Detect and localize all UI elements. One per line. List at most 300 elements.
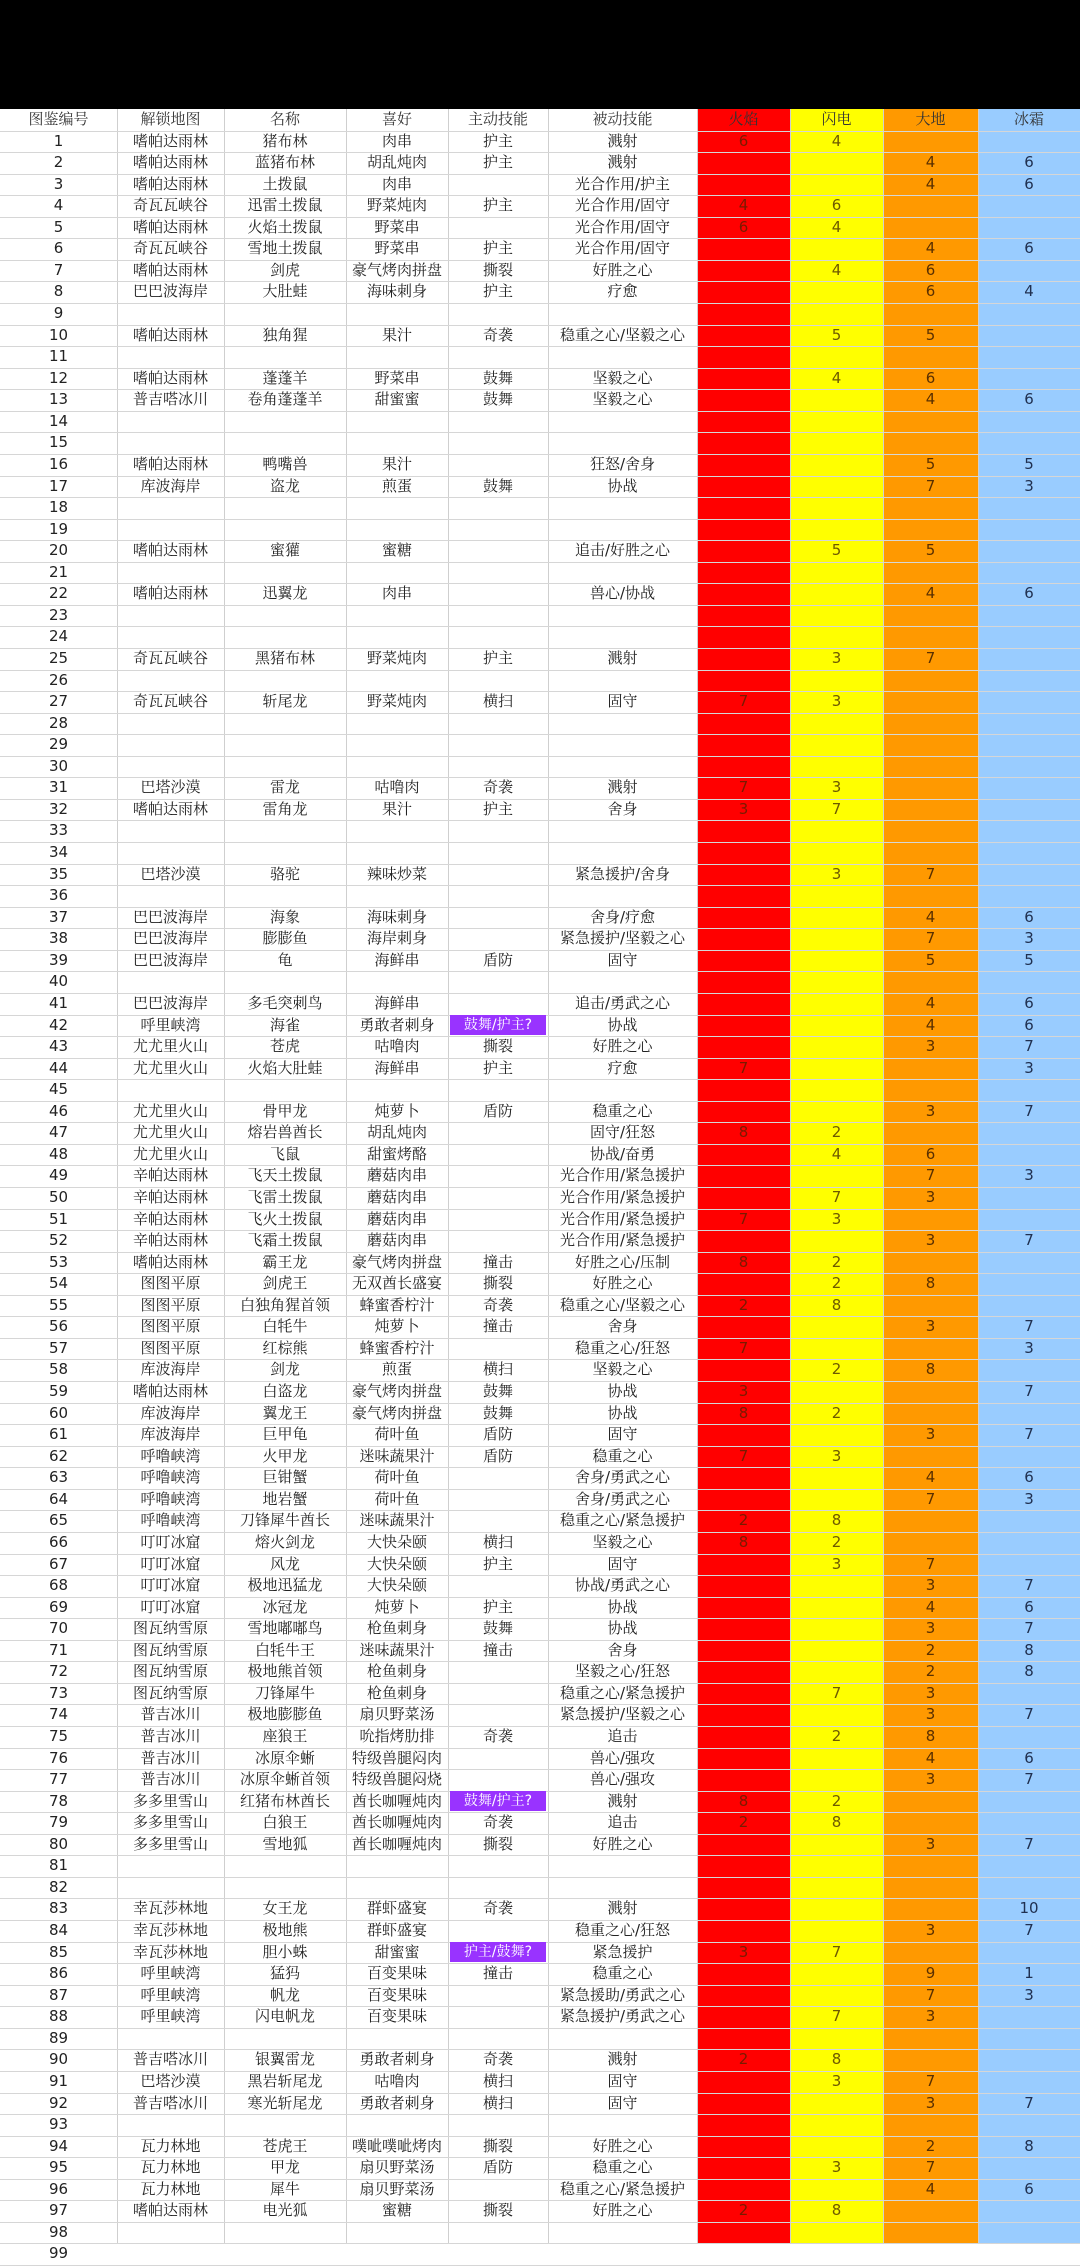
col-active-skill-cell[interactable] xyxy=(448,1338,548,1360)
col-earth-cell[interactable] xyxy=(883,2049,978,2071)
col-frost-cell[interactable] xyxy=(978,2243,1080,2265)
col-fire-cell[interactable] xyxy=(697,1359,790,1381)
col-name-cell[interactable]: 白牦牛 xyxy=(262,1317,308,1336)
col-active-skill-cell[interactable]: 护主 xyxy=(482,282,513,301)
col-earth-cell[interactable] xyxy=(883,303,978,325)
col-food-cell[interactable] xyxy=(346,734,448,756)
col-map-cell[interactable]: 嗜帕达雨林 xyxy=(132,541,208,560)
col-id-cell[interactable]: 57 xyxy=(48,1338,69,1357)
col-lightning-cell[interactable] xyxy=(790,303,883,325)
col-frost-cell[interactable] xyxy=(978,971,1080,993)
col-frost-cell[interactable] xyxy=(978,2071,1080,2093)
col-earth-cell[interactable] xyxy=(883,1791,978,1813)
col-food-cell[interactable]: 吮指烤肋排 xyxy=(359,1727,435,1745)
col-fire-cell[interactable]: 7 xyxy=(738,1338,749,1357)
col-lightning-cell[interactable] xyxy=(790,2028,883,2050)
col-id-cell[interactable]: 89 xyxy=(48,2028,69,2047)
col-name-cell[interactable]: 剑虎 xyxy=(269,260,300,279)
col-earth-cell[interactable] xyxy=(883,519,978,541)
col-fire-cell[interactable] xyxy=(697,605,790,627)
col-id-cell[interactable]: 26 xyxy=(48,670,69,689)
col-lightning-cell[interactable]: 4 xyxy=(831,1144,842,1163)
col-id-cell[interactable]: 31 xyxy=(48,778,69,797)
col-map-cell[interactable] xyxy=(117,2028,224,2050)
col-passive-skill-cell[interactable]: 协战 xyxy=(607,1403,638,1422)
col-fire-cell[interactable] xyxy=(697,303,790,325)
col-food-cell[interactable]: 肉串 xyxy=(381,174,412,193)
col-lightning-cell[interactable]: 3 xyxy=(831,1446,842,1465)
col-active-skill-cell[interactable] xyxy=(448,842,548,864)
col-map-cell[interactable] xyxy=(117,562,224,584)
col-name-cell[interactable]: 刀锋犀牛酋长 xyxy=(239,1511,330,1530)
col-active-skill-cell[interactable] xyxy=(448,217,548,239)
col-lightning-cell[interactable] xyxy=(790,1877,883,1899)
col-food-cell[interactable]: 胡乱炖肉 xyxy=(366,153,427,172)
col-map-cell[interactable] xyxy=(117,756,224,778)
col-food-cell[interactable] xyxy=(346,411,448,433)
col-active-skill-cell[interactable]: 鼓舞 xyxy=(482,390,513,409)
col-map-header[interactable]: 解锁地图 xyxy=(140,110,201,128)
col-passive-skill-cell[interactable] xyxy=(548,756,697,778)
col-lightning-cell[interactable] xyxy=(790,2222,883,2244)
col-active-skill-cell[interactable]: 横扫 xyxy=(482,692,513,711)
col-food-cell[interactable]: 百变果味 xyxy=(366,1985,427,2004)
col-food-cell[interactable]: 野菜串 xyxy=(374,217,420,236)
col-map-cell[interactable]: 多多里雪山 xyxy=(132,1834,208,1853)
col-food-cell[interactable]: 特级兽腿闷肉 xyxy=(351,1748,442,1767)
col-fire-cell[interactable]: 3 xyxy=(738,1382,749,1401)
col-lightning-cell[interactable]: 2 xyxy=(831,1532,842,1551)
col-earth-cell[interactable] xyxy=(883,195,978,217)
col-earth-cell[interactable] xyxy=(883,497,978,519)
col-map-cell[interactable]: 辛帕达雨林 xyxy=(132,1188,208,1206)
col-active-skill-cell[interactable]: 盾防 xyxy=(482,950,513,969)
col-active-skill-header[interactable]: 主动技能 xyxy=(467,110,528,128)
col-food-cell[interactable]: 扇贝野菜汤 xyxy=(359,2179,435,2198)
col-fire-cell[interactable] xyxy=(697,713,790,735)
col-earth-cell[interactable] xyxy=(883,756,978,778)
col-frost-cell[interactable] xyxy=(978,217,1080,239)
col-active-skill-cell[interactable]: 撞击 xyxy=(482,1964,513,1983)
col-id-cell[interactable]: 18 xyxy=(48,498,69,517)
col-passive-skill-cell[interactable]: 稳重之心 xyxy=(592,1964,653,1983)
col-lightning-cell[interactable] xyxy=(790,389,883,411)
col-id-cell[interactable]: 97 xyxy=(48,2201,69,2220)
col-name-cell[interactable] xyxy=(224,303,346,325)
col-id-cell[interactable]: 68 xyxy=(48,1576,69,1595)
col-map-cell[interactable] xyxy=(117,670,224,692)
col-earth-cell[interactable] xyxy=(883,562,978,584)
col-earth-cell[interactable]: 6 xyxy=(925,368,936,387)
col-name-cell[interactable]: 闪电帆龙 xyxy=(254,2007,315,2026)
col-map-cell[interactable] xyxy=(117,734,224,756)
col-passive-skill-cell[interactable]: 固守 xyxy=(607,1554,638,1573)
col-map-cell[interactable]: 库波海岸 xyxy=(140,1403,201,1422)
col-lightning-cell[interactable]: 2 xyxy=(831,1274,842,1293)
col-earth-cell[interactable]: 7 xyxy=(925,1985,936,2004)
col-passive-skill-cell[interactable]: 固守 xyxy=(607,2093,638,2112)
col-frost-cell[interactable]: 7 xyxy=(1024,1921,1034,1940)
col-frost-cell[interactable] xyxy=(978,1532,1080,1554)
col-food-cell[interactable]: 豪气烤肉拼盘 xyxy=(351,1382,442,1401)
col-id-cell[interactable]: 75 xyxy=(48,1727,69,1745)
col-name-cell[interactable]: 雷角龙 xyxy=(262,799,308,818)
col-earth-cell[interactable]: 5 xyxy=(925,325,936,344)
col-name-cell[interactable]: 多毛突刺鸟 xyxy=(247,993,323,1012)
col-lightning-cell[interactable] xyxy=(790,885,883,907)
col-map-cell[interactable]: 嗜帕达雨林 xyxy=(132,217,208,236)
col-id-cell[interactable]: 55 xyxy=(48,1295,69,1314)
col-active-skill-cell[interactable] xyxy=(448,864,548,886)
col-frost-cell[interactable] xyxy=(978,605,1080,627)
col-passive-skill-cell[interactable]: 溅射 xyxy=(607,1899,638,1918)
col-earth-cell[interactable]: 3 xyxy=(925,1683,936,1702)
col-map-cell[interactable] xyxy=(117,971,224,993)
col-id-cell[interactable]: 20 xyxy=(48,541,69,560)
col-name-cell[interactable]: 白牦牛王 xyxy=(254,1640,315,1659)
col-fire-cell[interactable] xyxy=(697,2136,790,2158)
col-frost-cell[interactable] xyxy=(978,540,1080,562)
col-passive-skill-cell[interactable]: 坚毅之心 xyxy=(592,1360,653,1379)
col-active-skill-cell[interactable] xyxy=(448,2028,548,2050)
col-earth-cell[interactable] xyxy=(883,1877,978,1899)
col-lightning-cell[interactable] xyxy=(790,2093,883,2115)
col-earth-cell[interactable]: 5 xyxy=(925,950,936,969)
col-fire-cell[interactable] xyxy=(697,1704,790,1726)
col-fire-cell[interactable] xyxy=(697,734,790,756)
col-name-cell[interactable]: 苍虎 xyxy=(269,1037,300,1056)
col-food-cell[interactable]: 海岸刺身 xyxy=(366,929,427,948)
col-map-cell[interactable]: 幸瓦莎林地 xyxy=(132,1942,208,1961)
col-id-cell[interactable]: 52 xyxy=(48,1231,69,1250)
col-fire-cell[interactable] xyxy=(697,1316,790,1338)
col-food-cell[interactable] xyxy=(346,2028,448,2050)
col-passive-skill-cell[interactable]: 稳重之心/狂怒 xyxy=(574,1338,671,1357)
col-frost-cell[interactable] xyxy=(978,325,1080,347)
col-active-skill-cell[interactable]: 鼓舞 xyxy=(482,476,513,495)
col-passive-skill-cell[interactable]: 稳重之心 xyxy=(592,1101,653,1120)
col-passive-skill-cell[interactable]: 固守 xyxy=(607,1425,638,1444)
col-id-cell[interactable]: 34 xyxy=(48,843,69,862)
col-map-cell[interactable]: 呼里峡湾 xyxy=(140,2007,201,2026)
col-id-cell[interactable]: 47 xyxy=(48,1123,69,1142)
col-name-cell[interactable]: 翼龙王 xyxy=(262,1403,308,1422)
col-name-cell[interactable]: 胆小蛛 xyxy=(262,1942,308,1961)
col-name-cell[interactable]: 飞天土拨鼠 xyxy=(247,1166,323,1185)
col-frost-cell[interactable]: 3 xyxy=(1024,1058,1034,1077)
col-lightning-cell[interactable] xyxy=(790,1704,883,1726)
col-earth-cell[interactable] xyxy=(883,1252,978,1274)
col-fire-cell[interactable] xyxy=(697,583,790,605)
col-food-cell[interactable]: 海鲜串 xyxy=(374,1058,420,1077)
col-frost-cell[interactable]: 6 xyxy=(1024,2179,1034,2198)
col-active-skill-cell[interactable] xyxy=(448,605,548,627)
col-food-cell[interactable] xyxy=(346,432,448,454)
col-food-cell[interactable] xyxy=(346,626,448,648)
col-map-cell[interactable]: 普吉冰川 xyxy=(140,1770,201,1789)
col-id-cell[interactable]: 67 xyxy=(48,1554,69,1573)
col-passive-skill-cell[interactable] xyxy=(548,1079,697,1101)
col-passive-skill-cell[interactable] xyxy=(548,670,697,692)
col-map-cell[interactable] xyxy=(117,2243,224,2265)
col-name-cell[interactable] xyxy=(224,2114,346,2136)
col-frost-cell[interactable] xyxy=(978,864,1080,886)
col-frost-cell[interactable] xyxy=(978,1295,1080,1317)
col-earth-cell[interactable]: 8 xyxy=(925,1727,936,1745)
col-lightning-cell[interactable] xyxy=(790,497,883,519)
col-passive-skill-cell[interactable]: 兽心/协战 xyxy=(589,584,656,603)
col-food-cell[interactable]: 蘑菇肉串 xyxy=(366,1231,427,1250)
col-food-cell[interactable]: 荷叶鱼 xyxy=(374,1468,420,1487)
col-earth-cell[interactable]: 7 xyxy=(925,2071,936,2090)
col-earth-cell[interactable]: 4 xyxy=(925,584,936,603)
col-id-cell[interactable]: 91 xyxy=(48,2071,69,2090)
col-active-skill-cell[interactable] xyxy=(448,1920,548,1942)
col-fire-cell[interactable]: 7 xyxy=(738,692,749,711)
col-active-skill-cell[interactable]: 横扫 xyxy=(482,2093,513,2112)
col-map-cell[interactable]: 呼噜峡湾 xyxy=(140,1446,201,1465)
col-id-cell[interactable]: 41 xyxy=(48,993,69,1012)
col-fire-cell[interactable] xyxy=(697,1618,790,1640)
col-food-cell[interactable]: 群虾盛宴 xyxy=(366,1921,427,1940)
col-passive-skill-cell[interactable]: 兽心/强攻 xyxy=(589,1770,656,1789)
col-map-cell[interactable] xyxy=(117,605,224,627)
col-passive-skill-cell[interactable]: 光合作用/护主 xyxy=(574,174,671,193)
col-active-skill-cell[interactable]: 护主 xyxy=(482,131,513,150)
col-active-skill-cell[interactable]: 护主 xyxy=(482,1058,513,1077)
col-name-cell[interactable]: 白狼王 xyxy=(262,1813,308,1832)
col-name-cell[interactable]: 飞鼠 xyxy=(269,1144,300,1163)
col-passive-skill-cell[interactable] xyxy=(548,2243,697,2265)
col-name-cell[interactable]: 雷龙 xyxy=(269,778,300,797)
col-name-cell[interactable]: 雪地狐 xyxy=(262,1834,308,1853)
col-frost-cell[interactable] xyxy=(978,1942,1080,1964)
col-earth-cell[interactable]: 7 xyxy=(925,1166,936,1185)
col-active-skill-cell[interactable] xyxy=(448,1683,548,1705)
col-name-cell[interactable]: 蓝猪布林 xyxy=(254,153,315,172)
col-food-cell[interactable]: 勇敢者刺身 xyxy=(359,2050,435,2069)
col-active-skill-cell[interactable] xyxy=(448,1230,548,1252)
col-earth-cell[interactable] xyxy=(883,670,978,692)
col-frost-cell[interactable]: 6 xyxy=(1024,390,1034,409)
col-name-cell[interactable]: 巨甲龟 xyxy=(262,1425,308,1444)
col-fire-cell[interactable]: 8 xyxy=(738,1252,749,1271)
col-fire-cell[interactable] xyxy=(697,432,790,454)
col-food-cell[interactable]: 果汁 xyxy=(381,454,412,473)
col-frost-cell[interactable] xyxy=(978,1877,1080,1899)
col-food-cell[interactable]: 无双酋长盛宴 xyxy=(351,1274,442,1293)
col-lightning-cell[interactable] xyxy=(790,993,883,1015)
col-active-skill-cell[interactable]: 撕裂 xyxy=(482,260,513,279)
col-food-cell[interactable]: 迷味蔬果汁 xyxy=(359,1511,435,1530)
col-fire-cell[interactable] xyxy=(697,1748,790,1770)
col-food-cell[interactable] xyxy=(346,2114,448,2136)
col-id-cell[interactable]: 16 xyxy=(48,454,69,473)
col-fire-cell[interactable] xyxy=(697,1467,790,1489)
col-active-skill-cell[interactable] xyxy=(448,2114,548,2136)
col-fire-cell[interactable] xyxy=(697,238,790,260)
col-map-cell[interactable]: 尤尤里火山 xyxy=(132,1123,208,1142)
col-passive-skill-cell[interactable] xyxy=(548,497,697,519)
col-passive-skill-cell[interactable]: 坚毅之心/狂怒 xyxy=(574,1662,671,1681)
col-earth-cell[interactable]: 7 xyxy=(925,649,936,667)
col-passive-skill-cell[interactable] xyxy=(548,971,697,993)
col-passive-skill-cell[interactable] xyxy=(548,519,697,541)
col-lightning-cell[interactable] xyxy=(790,1855,883,1877)
col-id-cell[interactable]: 82 xyxy=(48,1877,69,1896)
col-active-skill-cell[interactable]: 护主 xyxy=(482,1554,513,1573)
col-id-cell[interactable]: 64 xyxy=(48,1489,69,1508)
col-name-cell[interactable]: 飞火土拨鼠 xyxy=(247,1209,323,1228)
col-frost-cell[interactable] xyxy=(978,1403,1080,1425)
col-name-cell[interactable]: 土拨鼠 xyxy=(262,174,308,193)
col-passive-skill-cell[interactable]: 稳重之心/狂怒 xyxy=(574,1921,671,1940)
col-food-cell[interactable]: 百变果味 xyxy=(366,2007,427,2026)
col-passive-skill-cell[interactable]: 协战 xyxy=(607,476,638,495)
col-id-cell[interactable]: 44 xyxy=(48,1058,69,1077)
col-name-header[interactable]: 名称 xyxy=(269,110,300,128)
col-earth-cell[interactable] xyxy=(883,1812,978,1834)
col-passive-skill-cell[interactable]: 舍身/勇武之心 xyxy=(574,1468,671,1487)
col-lightning-cell[interactable]: 4 xyxy=(831,368,842,387)
col-passive-skill-cell[interactable] xyxy=(548,885,697,907)
col-lightning-cell[interactable] xyxy=(790,1316,883,1338)
col-frost-cell[interactable] xyxy=(978,1079,1080,1101)
col-lightning-cell[interactable] xyxy=(790,713,883,735)
col-fire-cell[interactable] xyxy=(697,1855,790,1877)
col-name-cell[interactable] xyxy=(224,734,346,756)
col-lightning-cell[interactable] xyxy=(790,928,883,950)
col-passive-skill-cell[interactable]: 舍身/疗愈 xyxy=(589,907,656,926)
col-map-cell[interactable]: 瓦力林地 xyxy=(140,2158,201,2177)
col-active-skill-cell[interactable]: 撕裂 xyxy=(482,1834,513,1853)
col-active-skill-cell[interactable] xyxy=(448,303,548,325)
col-passive-skill-cell[interactable]: 紧急援护/勇武之心 xyxy=(559,2007,686,2026)
col-fire-cell[interactable]: 3 xyxy=(738,799,749,818)
col-frost-cell[interactable]: 8 xyxy=(1024,2136,1034,2155)
col-frost-cell[interactable] xyxy=(978,626,1080,648)
col-active-skill-cell[interactable] xyxy=(448,432,548,454)
col-food-cell[interactable]: 荷叶鱼 xyxy=(374,1425,420,1444)
col-earth-cell[interactable] xyxy=(883,777,978,799)
col-passive-skill-cell[interactable]: 溅射 xyxy=(607,2050,638,2069)
col-name-cell[interactable]: 盗龙 xyxy=(269,476,300,495)
col-earth-cell[interactable]: 4 xyxy=(925,1015,936,1034)
col-fire-cell[interactable]: 8 xyxy=(738,1123,749,1142)
col-name-cell[interactable] xyxy=(224,411,346,433)
col-frost-cell[interactable] xyxy=(978,562,1080,584)
col-id-cell[interactable]: 11 xyxy=(48,347,69,366)
col-fire-cell[interactable] xyxy=(697,260,790,282)
col-earth-cell[interactable]: 4 xyxy=(925,153,936,172)
col-lightning-cell[interactable]: 8 xyxy=(831,2201,842,2220)
col-id-cell[interactable]: 30 xyxy=(48,756,69,775)
col-food-cell[interactable]: 甜蜜蜜 xyxy=(374,390,420,409)
col-map-cell[interactable]: 图瓦纳雪原 xyxy=(132,1640,208,1659)
col-fire-cell[interactable] xyxy=(697,756,790,778)
col-frost-header[interactable]: 冰霜 xyxy=(1013,110,1044,128)
col-active-skill-cell[interactable]: 鼓舞 xyxy=(482,1382,513,1401)
col-food-cell[interactable]: 百变果味 xyxy=(366,1964,427,1983)
col-id-cell[interactable]: 51 xyxy=(48,1209,69,1228)
col-id-cell[interactable]: 76 xyxy=(48,1748,69,1767)
col-fire-cell[interactable]: 8 xyxy=(738,1403,749,1422)
col-lightning-cell[interactable] xyxy=(790,1489,883,1511)
col-fire-cell[interactable] xyxy=(697,1015,790,1037)
col-map-cell[interactable] xyxy=(117,1877,224,1899)
col-name-cell[interactable]: 座狼王 xyxy=(262,1727,308,1745)
col-food-cell[interactable]: 豪气烤肉拼盘 xyxy=(351,1403,442,1422)
col-lightning-cell[interactable]: 5 xyxy=(831,325,842,344)
col-lightning-cell[interactable]: 3 xyxy=(831,778,842,797)
col-fire-cell[interactable] xyxy=(697,1424,790,1446)
col-id-cell[interactable]: 3 xyxy=(53,174,64,193)
col-fire-cell[interactable] xyxy=(697,1554,790,1576)
col-frost-cell[interactable] xyxy=(978,260,1080,282)
col-name-cell[interactable]: 风龙 xyxy=(269,1554,300,1573)
col-name-cell[interactable] xyxy=(224,756,346,778)
col-frost-cell[interactable]: 6 xyxy=(1024,174,1034,193)
col-food-cell[interactable]: 酋长咖喱炖肉 xyxy=(351,1834,442,1853)
col-food-cell[interactable]: 大快朵颐 xyxy=(366,1576,427,1595)
col-earth-cell[interactable]: 2 xyxy=(925,1662,936,1681)
col-name-cell[interactable]: 龟 xyxy=(277,950,293,969)
col-earth-cell[interactable] xyxy=(883,691,978,713)
col-lightning-cell[interactable] xyxy=(790,583,883,605)
col-active-skill-cell[interactable]: 横扫 xyxy=(482,2071,513,2090)
col-food-cell[interactable]: 枪鱼刺身 xyxy=(366,1662,427,1681)
col-passive-skill-header[interactable]: 被动技能 xyxy=(592,110,653,128)
col-id-cell[interactable]: 62 xyxy=(48,1446,69,1465)
col-food-cell[interactable] xyxy=(346,713,448,735)
col-lightning-cell[interactable]: 4 xyxy=(831,217,842,236)
col-earth-cell[interactable] xyxy=(883,2243,978,2265)
col-passive-skill-cell[interactable]: 好胜之心 xyxy=(592,2201,653,2220)
col-active-skill-cell[interactable]: 护主 xyxy=(482,649,513,667)
col-fire-cell[interactable]: 6 xyxy=(738,217,749,236)
col-passive-skill-cell[interactable]: 溅射 xyxy=(607,1791,638,1810)
col-frost-cell[interactable] xyxy=(978,648,1080,670)
col-active-skill-cell[interactable] xyxy=(448,2243,548,2265)
col-id-cell[interactable]: 14 xyxy=(48,411,69,430)
col-active-skill-cell[interactable]: 护主 xyxy=(482,239,513,258)
col-food-cell[interactable]: 噗呲噗呲烤肉 xyxy=(351,2136,442,2155)
col-id-cell[interactable]: 53 xyxy=(48,1252,69,1271)
col-frost-cell[interactable] xyxy=(978,2049,1080,2071)
col-passive-skill-cell[interactable]: 紧急援护/坚毅之心 xyxy=(559,1705,686,1724)
col-name-cell[interactable]: 海象 xyxy=(269,907,300,926)
col-id-cell[interactable]: 69 xyxy=(48,1597,69,1616)
col-map-cell[interactable] xyxy=(117,497,224,519)
col-name-cell[interactable]: 黑岩斩尾龙 xyxy=(247,2071,323,2090)
col-lightning-cell[interactable]: 7 xyxy=(831,1188,842,1206)
col-frost-cell[interactable]: 3 xyxy=(1024,1489,1034,1508)
col-earth-cell[interactable]: 4 xyxy=(925,174,936,193)
col-active-skill-cell[interactable]: 横扫 xyxy=(482,1360,513,1379)
col-id-cell[interactable]: 49 xyxy=(48,1166,69,1185)
col-map-cell[interactable]: 呼噜峡湾 xyxy=(140,1511,201,1530)
col-fire-cell[interactable] xyxy=(697,1575,790,1597)
col-frost-cell[interactable] xyxy=(978,131,1080,153)
col-active-skill-cell[interactable] xyxy=(448,1122,548,1144)
col-passive-skill-cell[interactable]: 疗愈 xyxy=(607,1058,638,1077)
col-earth-cell[interactable]: 8 xyxy=(925,1360,936,1379)
col-map-cell[interactable]: 嗜帕达雨林 xyxy=(132,1252,208,1271)
col-earth-cell[interactable] xyxy=(883,1338,978,1360)
col-earth-cell[interactable] xyxy=(883,1381,978,1403)
col-frost-cell[interactable]: 7 xyxy=(1024,1231,1034,1250)
col-earth-cell[interactable] xyxy=(883,1532,978,1554)
